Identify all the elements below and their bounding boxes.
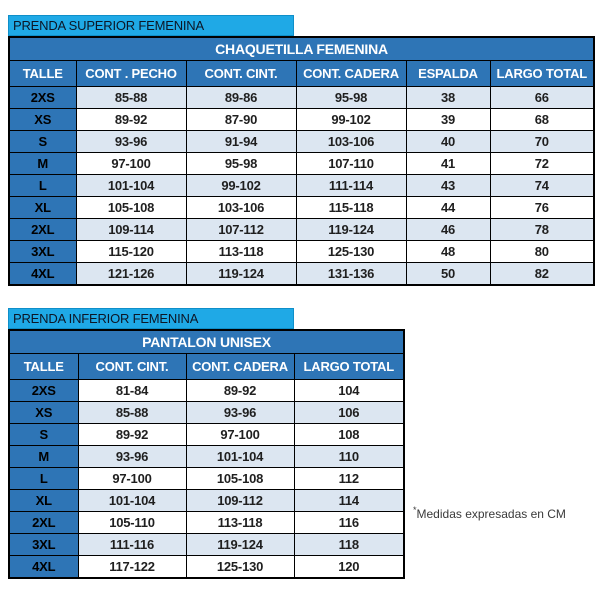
measure-cell: 103-106 — [186, 197, 296, 219]
measure-cell: 97-100 — [186, 424, 294, 446]
measure-cell: 101-104 — [78, 490, 186, 512]
measure-cell: 89-92 — [186, 380, 294, 402]
measure-cell: 111-114 — [296, 175, 406, 197]
note-text: Medidas expresadas en CM — [416, 507, 566, 521]
measure-cell: 103-106 — [296, 131, 406, 153]
column-header-talle: TALLE — [9, 354, 78, 380]
measure-cell: 120 — [294, 556, 404, 578]
measure-cell: 105-108 — [186, 468, 294, 490]
measure-cell: 108 — [294, 424, 404, 446]
chaquetilla-femenina-table — [8, 36, 595, 286]
size-cell: S — [9, 424, 78, 446]
table-row — [9, 87, 594, 109]
table-row — [9, 197, 594, 219]
measure-cell: 116 — [294, 512, 404, 534]
measure-cell: 117-122 — [78, 556, 186, 578]
table-row — [9, 219, 594, 241]
measure-cell: 50 — [406, 263, 490, 285]
measure-cell: 107-110 — [296, 153, 406, 175]
measure-cell: 48 — [406, 241, 490, 263]
table-row — [9, 241, 594, 263]
table-row — [9, 109, 594, 131]
measure-cell: 107-112 — [186, 219, 296, 241]
table-row — [9, 424, 404, 446]
column-header-cont-cadera: CONT. CADERA — [296, 61, 406, 87]
measure-cell: 43 — [406, 175, 490, 197]
measure-cell: 89-86 — [186, 87, 296, 109]
pantalon-unisex-table — [8, 329, 405, 579]
column-header-largo-total: LARGO TOTAL — [490, 61, 594, 87]
measure-cell: 78 — [490, 219, 594, 241]
measure-cell: 119-124 — [296, 219, 406, 241]
column-header-talle: TALLE — [9, 61, 76, 87]
measure-cell: 87-90 — [186, 109, 296, 131]
measure-cell: 76 — [490, 197, 594, 219]
table-title-row — [9, 37, 594, 61]
table-row — [9, 402, 404, 424]
size-cell: XL — [9, 197, 76, 219]
measure-cell: 44 — [406, 197, 490, 219]
measure-cell: 119-124 — [186, 263, 296, 285]
size-cell: L — [9, 468, 78, 490]
measure-cell: 112 — [294, 468, 404, 490]
table-row — [9, 380, 404, 402]
measure-cell: 89-92 — [78, 424, 186, 446]
measure-cell: 99-102 — [186, 175, 296, 197]
measure-cell: 85-88 — [76, 87, 186, 109]
table-row — [9, 490, 404, 512]
table-body — [9, 87, 594, 285]
column-header-row — [9, 61, 594, 87]
size-cell: 2XS — [9, 380, 78, 402]
size-cell: XS — [9, 402, 78, 424]
size-cell: M — [9, 446, 78, 468]
table-body — [9, 380, 404, 578]
table-row — [9, 263, 594, 285]
measure-cell: 95-98 — [186, 153, 296, 175]
measure-cell: 81-84 — [78, 380, 186, 402]
measure-cell: 91-94 — [186, 131, 296, 153]
table-row — [9, 131, 594, 153]
measure-cell: 97-100 — [78, 468, 186, 490]
size-cell: 4XL — [9, 263, 76, 285]
measure-cell: 72 — [490, 153, 594, 175]
size-cell: 4XL — [9, 556, 78, 578]
measure-cell: 99-102 — [296, 109, 406, 131]
measure-cell: 113-118 — [186, 512, 294, 534]
column-header-cont-cint: CONT. CINT. — [78, 354, 186, 380]
measure-cell: 115-118 — [296, 197, 406, 219]
size-cell: XS — [9, 109, 76, 131]
measure-cell: 97-100 — [76, 153, 186, 175]
column-header-cont-cadera: CONT. CADERA — [186, 354, 294, 380]
measure-cell: 119-124 — [186, 534, 294, 556]
measure-cell: 85-88 — [78, 402, 186, 424]
measure-cell: 118 — [294, 534, 404, 556]
size-cell: 2XL — [9, 512, 78, 534]
measure-cell: 101-104 — [186, 446, 294, 468]
column-header-espalda: ESPALDA — [406, 61, 490, 87]
table-title: CHAQUETILLA FEMENINA — [9, 37, 594, 61]
size-cell: 3XL — [9, 241, 76, 263]
measure-cell: 111-116 — [78, 534, 186, 556]
measure-cell: 125-130 — [296, 241, 406, 263]
size-cell: S — [9, 131, 76, 153]
table-row — [9, 512, 404, 534]
measure-cell: 39 — [406, 109, 490, 131]
table-row — [9, 534, 404, 556]
measure-cell: 101-104 — [76, 175, 186, 197]
column-header-cont-pecho: CONT . PECHO — [76, 61, 186, 87]
measure-cell: 106 — [294, 402, 404, 424]
banner-prenda-inferior: PRENDA INFERIOR FEMENINA — [8, 308, 294, 329]
measure-cell: 110 — [294, 446, 404, 468]
measure-cell: 89-92 — [76, 109, 186, 131]
measure-cell: 93-96 — [186, 402, 294, 424]
measure-cell: 41 — [406, 153, 490, 175]
size-cell: 2XL — [9, 219, 76, 241]
measure-cell: 109-114 — [76, 219, 186, 241]
table-row — [9, 446, 404, 468]
column-header-cont-cint: CONT. CINT. — [186, 61, 296, 87]
measure-cell: 105-110 — [78, 512, 186, 534]
size-cell: L — [9, 175, 76, 197]
measure-cell: 95-98 — [296, 87, 406, 109]
measure-cell: 46 — [406, 219, 490, 241]
measure-cell: 114 — [294, 490, 404, 512]
measurements-note — [413, 505, 566, 521]
column-header-row — [9, 354, 404, 380]
column-header-largo-total: LARGO TOTAL — [294, 354, 404, 380]
measure-cell: 80 — [490, 241, 594, 263]
note-asterisk: * — [413, 505, 417, 515]
measure-cell: 66 — [490, 87, 594, 109]
measure-cell: 68 — [490, 109, 594, 131]
measure-cell: 115-120 — [76, 241, 186, 263]
size-cell: M — [9, 153, 76, 175]
measure-cell: 131-136 — [296, 263, 406, 285]
measure-cell: 74 — [490, 175, 594, 197]
size-cell: XL — [9, 490, 78, 512]
table-title-row — [9, 330, 404, 354]
measure-cell: 93-96 — [76, 131, 186, 153]
size-cell: 3XL — [9, 534, 78, 556]
measure-cell: 109-112 — [186, 490, 294, 512]
measure-cell: 113-118 — [186, 241, 296, 263]
measure-cell: 125-130 — [186, 556, 294, 578]
measure-cell: 70 — [490, 131, 594, 153]
measure-cell: 104 — [294, 380, 404, 402]
measure-cell: 93-96 — [78, 446, 186, 468]
measure-cell: 38 — [406, 87, 490, 109]
table-title: PANTALON UNISEX — [9, 330, 404, 354]
table-row — [9, 175, 594, 197]
banner-prenda-superior: PRENDA SUPERIOR FEMENINA — [8, 15, 294, 36]
table-row — [9, 153, 594, 175]
table-row — [9, 468, 404, 490]
size-cell: 2XS — [9, 87, 76, 109]
table-row — [9, 556, 404, 578]
measure-cell: 105-108 — [76, 197, 186, 219]
measure-cell: 121-126 — [76, 263, 186, 285]
measure-cell: 82 — [490, 263, 594, 285]
measure-cell: 40 — [406, 131, 490, 153]
